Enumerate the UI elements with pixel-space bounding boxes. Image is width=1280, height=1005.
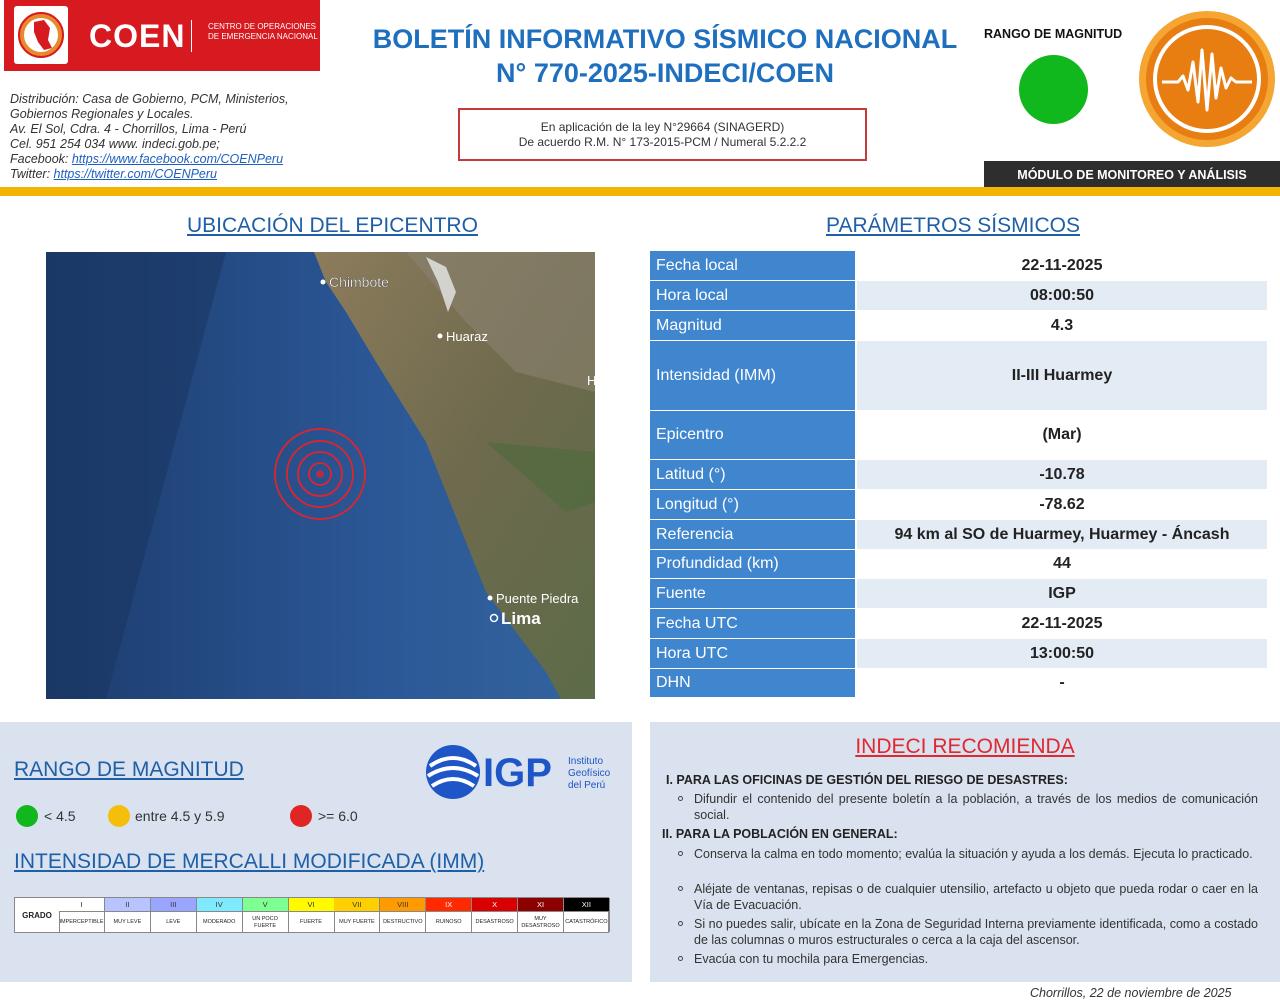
mercalli-level-cell (518, 898, 564, 932)
map-label-chimbote: Chimbote (329, 274, 389, 290)
brand-name: COEN (89, 18, 186, 54)
facebook-label: Facebook: (10, 152, 72, 166)
mercalli-level-cell (380, 898, 426, 932)
legend-label: < 4.5 (44, 808, 76, 824)
mercalli-level-cell (243, 898, 289, 932)
mercalli-desc: IMPERCEPTIBLE (59, 911, 104, 933)
brand-divider (191, 20, 192, 52)
param-row (650, 639, 1267, 668)
magnitude-range-title: RANGO DE MAGNITUD (984, 27, 1123, 41)
param-row (650, 609, 1267, 638)
param-value: (Mar) (1042, 426, 1082, 443)
param-row (650, 490, 1267, 519)
recommendation-item: Evacúa con tu mochila para Emergencias. (694, 952, 929, 966)
param-value: 4.3 (1050, 316, 1074, 334)
twitter-link[interactable]: https://twitter.com/COENPeru (53, 167, 218, 181)
map-label-puente-piedra: Puente Piedra (496, 591, 579, 606)
param-row (650, 311, 1267, 340)
twitter-label: Twitter: (10, 167, 54, 181)
igp-name: IGP (483, 751, 552, 795)
map-label-lima: Lima (501, 609, 541, 628)
param-row (650, 460, 1267, 489)
legend-dot-green (16, 805, 38, 827)
bullet-icon (678, 956, 683, 961)
param-row (650, 669, 1267, 697)
map-label-h: H (587, 373, 597, 388)
param-label: Hora UTC (650, 639, 855, 668)
grado-label: GRADO (15, 898, 60, 932)
mercalli-roman: I (59, 898, 104, 911)
mercalli-level-cell (334, 898, 380, 932)
param-row (650, 281, 1267, 310)
bullet-icon (678, 851, 683, 856)
param-value: 44 (1053, 555, 1071, 572)
contact-line: Cel. 951 254 034 www. indeci.gob.pe; (10, 137, 220, 151)
bullet-icon (678, 886, 683, 891)
param-value: 22-11-2025 (1021, 614, 1103, 632)
mercalli-level-cell (151, 898, 197, 932)
legend-label: >= 6.0 (318, 808, 358, 824)
law-line: En aplicación de la ley N°29664 (SINAGERD) (540, 120, 785, 134)
param-label: Epicentro (650, 411, 855, 459)
mercalli-roman: VII (334, 898, 379, 911)
mercalli-desc: MUY LEVE (105, 911, 150, 933)
igp-sub-2: Geofísico (568, 768, 611, 779)
param-value: II-III Huarmey (857, 341, 1267, 410)
param-row (650, 341, 1267, 410)
mercalli-roman: VI (289, 898, 334, 911)
magnitude-indicator-dot (1019, 55, 1088, 124)
param-row (650, 520, 1267, 549)
mercalli-level-cell (197, 898, 243, 932)
mercalli-level-cell (105, 898, 151, 932)
param-label: Latitud (°) (650, 460, 855, 489)
contact-info (10, 92, 330, 182)
legend-dot-red (290, 805, 312, 827)
contact-line: Distribución: Casa de Gobierno, PCM, Ministerios, (10, 92, 289, 106)
mercalli-desc: MODERADO (197, 911, 242, 933)
mercalli-roman: V (243, 898, 288, 911)
mercalli-roman: II (105, 898, 150, 911)
param-value: -10.78 (857, 460, 1267, 489)
legend-dot-yellow (108, 805, 130, 827)
mercalli-desc: MUY FUERTE (334, 911, 379, 933)
legend-label: entre 4.5 y 5.9 (135, 808, 225, 824)
param-value: - (1059, 674, 1065, 691)
facebook-line (10, 152, 330, 167)
mercalli-roman: IX (426, 898, 471, 911)
magnitude-range-legend-title: RANGO DE MAGNITUD (14, 758, 244, 781)
recommendation-section-1: I. PARA LAS OFICINAS DE GESTIÓN DEL RIESGO DE DESASTRES: (666, 773, 1068, 787)
mercalli-level-cell (289, 898, 335, 932)
param-label: Intensidad (IMM) (650, 341, 855, 410)
mercalli-roman: XI (518, 898, 563, 911)
param-label: Magnitud (650, 311, 855, 340)
footer-date: Chorrillos, 22 de noviembre de 2025 (1030, 986, 1232, 1000)
recommendations-title: INDECI RECOMIENDA (855, 735, 1075, 758)
param-label: Fuente (650, 579, 855, 608)
mercalli-desc: LEVE (151, 911, 196, 933)
header-divider (0, 187, 1280, 196)
param-row (650, 550, 1267, 578)
mercalli-roman: IV (197, 898, 242, 911)
mercalli-desc: FUERTE (289, 911, 334, 933)
bullet-icon (678, 921, 683, 926)
mercalli-roman: X (472, 898, 517, 911)
igp-sub-1: Instituto (568, 756, 604, 767)
epicenter-center (316, 470, 324, 478)
param-label: Referencia (650, 520, 855, 549)
igp-logo (425, 744, 615, 800)
param-label: Hora local (650, 281, 855, 310)
param-row (650, 579, 1267, 608)
mercalli-desc: CATASTRÓFICO (564, 911, 609, 933)
bullet-icon (678, 796, 683, 801)
mercalli-scale-table (14, 897, 609, 933)
mercalli-level-cell (426, 898, 472, 932)
contact-line: Gobiernos Regionales y Locales. (10, 107, 194, 121)
mercalli-level-cell (564, 898, 610, 932)
param-value: 13:00:50 (857, 639, 1267, 668)
facebook-link[interactable]: https://www.facebook.com/COENPeru (71, 152, 284, 166)
recommendation-item: Si no puedes salir, ubícate en la Zona de Seguridad Interna previamente identificada, como a costado de las columnas o muros estructurales o cerca a la caja del ascensor. (694, 917, 1258, 947)
map-label-huaraz: Huaraz (446, 329, 488, 344)
twitter-line (10, 167, 330, 182)
bulletin-title: BOLETÍN INFORMATIVO SÍSMICO NACIONAL (372, 24, 958, 54)
param-value: -78.62 (1039, 495, 1085, 513)
param-value: 08:00:50 (857, 281, 1267, 310)
param-row (650, 411, 1267, 459)
epicenter-location-title: UBICACIÓN DEL EPICENTRO (187, 214, 478, 237)
seismograph-icon (1138, 10, 1276, 148)
param-value: IGP (857, 579, 1267, 608)
contact-line: Av. El Sol, Cdra. 4 - Chorrillos, Lima - Perú (10, 122, 247, 136)
bulletin-number: N° 770-2025-INDECI/COEN (496, 58, 834, 88)
recommendation-item: Aléjate de ventanas, repisas o de cualquier utensilio, artefacto u objeto que pueda rodar o caer en la Vía de Evacuación. (694, 882, 1258, 912)
epicenter-map[interactable] (46, 252, 595, 699)
recommendation-section-2: II. PARA LA POBLACIÓN EN GENERAL: (662, 827, 898, 841)
mercalli-desc: RUINOSO (426, 911, 471, 933)
mercalli-desc: DESASTROSO (472, 911, 517, 933)
brand-subtitle: CENTRO DE OPERACIONES DE EMERGENCIA NACIONAL (208, 22, 318, 41)
mercalli-roman: III (151, 898, 196, 911)
mercalli-level-cell (59, 898, 105, 932)
param-value: 94 km al SO de Huarmey, Huarmey - Áncash (857, 520, 1267, 549)
seismic-params-title: PARÁMETROS SÍSMICOS (826, 214, 1080, 237)
mercalli-roman: VIII (380, 898, 425, 911)
param-label: DHN (650, 669, 855, 697)
law-reference-box (458, 108, 867, 161)
param-row (650, 251, 1267, 280)
mercalli-level-cell (472, 898, 518, 932)
igp-sub-3: del Perú (568, 780, 606, 791)
param-label: Profundidad (km) (650, 550, 855, 578)
mercalli-desc: DESTRUCTIVO (380, 911, 425, 933)
mercalli-title: INTENSIDAD DE MERCALLI MODIFICADA (IMM) (14, 850, 485, 873)
param-label: Fecha local (650, 251, 855, 280)
recommendation-item: Difundir el contenido del presente boletín a la población, a través de los medios de comunicación social. (694, 792, 1258, 822)
recommendation-item: Conserva la calma en todo momento; evalúa la situación y ayuda a los demás. Ejecuta lo practicado. (694, 847, 1253, 861)
mercalli-desc: MUY DESASTROSO (518, 911, 563, 933)
law-line: De acuerdo R.M. N° 173-2015-PCM / Numeral 5.2.2.2 (518, 135, 807, 149)
param-label: Fecha UTC (650, 609, 855, 638)
mercalli-roman: XII (564, 898, 609, 911)
param-value: 22-11-2025 (1021, 256, 1103, 274)
param-label: Longitud (°) (650, 490, 855, 519)
mercalli-desc: UN POCO FUERTE (243, 911, 288, 933)
module-label: MÓDULO DE MONITOREO Y ANÁLISIS (984, 161, 1280, 188)
coen-shield-icon (14, 6, 68, 64)
